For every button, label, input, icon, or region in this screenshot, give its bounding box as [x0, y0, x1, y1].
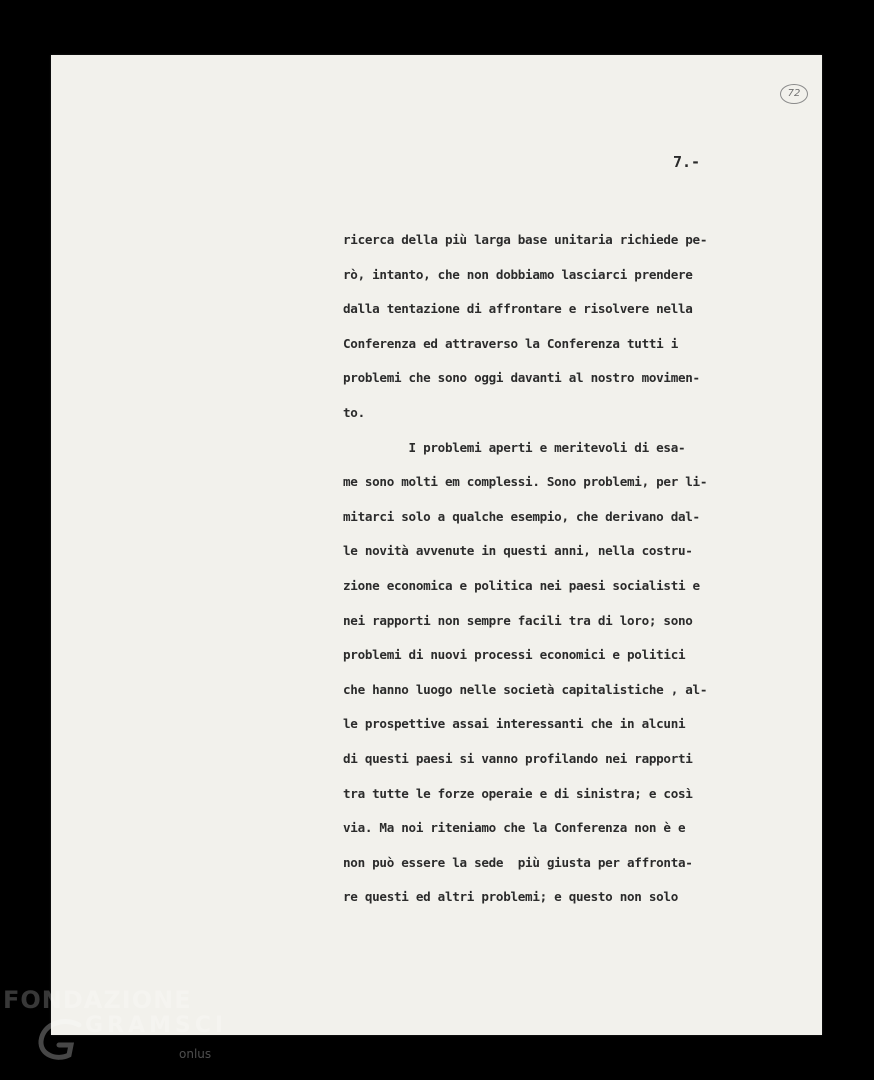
text-line: nei rapporti non sempre facili tra di loro; sono [343, 612, 693, 628]
watermark-line1: FONDAZIONE [3, 986, 192, 1014]
text-line: ricerca della più larga base unitaria richiede pe- [343, 232, 708, 247]
page-number: 7.- [673, 153, 701, 171]
watermark-line2: GRAMSCI [85, 1013, 228, 1038]
text-line: to. [343, 404, 365, 420]
text-line: zione economica e politica nei paesi socialisti e [343, 577, 700, 593]
text-line: dalla tentazione di affrontare e risolvere nella [343, 301, 693, 317]
document-page [51, 55, 822, 1035]
text-line: re questi ed altri problemi; e questo non solo [343, 889, 678, 905]
text-line: non può essere la sede più giusta per affronta- [343, 854, 693, 870]
text-line: di questi paesi si vanno profilando nei rapporti [343, 750, 693, 766]
text-line: le prospettive assai interessanti che in alcuni [343, 716, 686, 732]
archive-number-stamp: 72 [780, 84, 808, 104]
text-line: via. Ma noi riteniamo che la Conferenza non è e [343, 820, 686, 836]
text-line: rò, intanto, che non dobbiamo lasciarci prendere [343, 266, 693, 282]
text-line: mitarci solo a qualche esempio, che derivano dal- [343, 508, 700, 524]
body-text [343, 223, 803, 915]
watermark-suffix: onlus [179, 1047, 212, 1061]
text-line: problemi che sono oggi davanti al nostro movimen- [343, 370, 700, 386]
text-line: I problemi aperti e meritevoli di esa- [343, 439, 686, 455]
text-line: che hanno luogo nelle società capitalistiche , al- [343, 681, 708, 697]
text-line: me sono molti em complessi. Sono problemi, per li- [343, 474, 708, 490]
text-line: tra tutte le forze operaie e di sinistra; e così [343, 785, 693, 801]
text-line: problemi di nuovi processi economici e politici [343, 647, 686, 663]
text-line: Conferenza ed attraverso la Conferenza tutti i [343, 335, 678, 351]
text-line: le novità avvenute in questi anni, nella costru- [343, 543, 693, 559]
